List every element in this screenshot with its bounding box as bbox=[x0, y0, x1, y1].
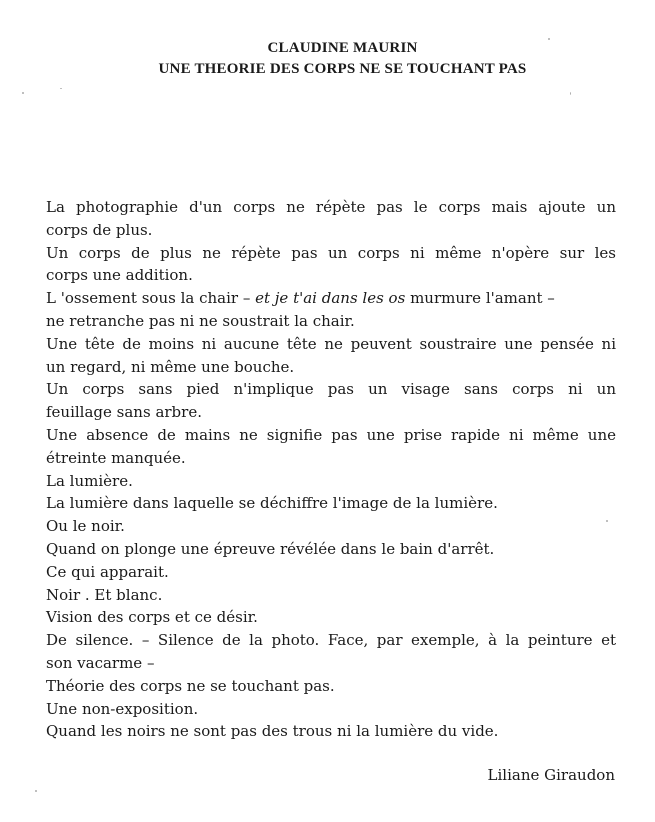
poem-line: corps de plus. bbox=[46, 220, 153, 239]
poem-line: Théorie des corps ne se touchant pas. bbox=[46, 676, 335, 695]
poem-line: Une non-exposition. bbox=[46, 699, 199, 718]
poem-line: Ou le noir. bbox=[46, 517, 125, 536]
poem-line: feuillage sans arbre. bbox=[46, 403, 202, 422]
poem-line: Vision des corps et ce désir. bbox=[46, 608, 258, 627]
poem-title: UNE THEORIE DES CORPS NE SE TOUCHANT PAS bbox=[158, 61, 527, 77]
poem-line: La photographie d'un corps ne répète pas le corps mais ajoute un bbox=[46, 198, 616, 216]
poem-line: Quand on plonge une épreuve révélée dans le bain d'arrêt. bbox=[46, 539, 495, 558]
poem-line: De silence. – Silence de la photo. Face, par exemple, à la peinture et bbox=[46, 631, 616, 650]
scan-speck bbox=[35, 790, 37, 792]
poem-line: étreinte manquée. bbox=[46, 448, 186, 467]
poem-line: Noir . Et blanc. bbox=[46, 585, 163, 604]
poem-line: son vacarme – bbox=[46, 653, 155, 672]
poem-line-part: murmure l'amant – bbox=[410, 289, 555, 308]
italic-quote: et je t'ai dans les os bbox=[255, 289, 406, 308]
poem-line: corps une addition. bbox=[46, 266, 193, 285]
scan-speck bbox=[22, 92, 24, 94]
poem-line: La lumière. bbox=[46, 471, 133, 490]
author-heading: CLAUDINE MAURIN bbox=[267, 40, 418, 56]
poem-line: Ce qui apparait. bbox=[46, 562, 169, 581]
poem-line: Un corps de plus ne répète pas un corps ni même n'opère sur les bbox=[46, 243, 616, 262]
poem-body bbox=[46, 196, 616, 743]
poem-line: La lumière dans laquelle se déchiffre l'image de la lumière. bbox=[46, 494, 498, 513]
poem-line-part: L 'ossement sous la chair – bbox=[46, 289, 251, 308]
poem-line: Un corps sans pied n'implique pas un visage sans corps ni un bbox=[46, 380, 616, 399]
scan-speck bbox=[60, 88, 62, 89]
poem-line: Quand les noirs ne sont pas des trous ni la lumière du vide. bbox=[46, 722, 499, 741]
scan-speck bbox=[570, 92, 571, 95]
signature: Liliane Giraudon bbox=[487, 766, 615, 784]
scan-speck bbox=[606, 520, 608, 522]
poem-line: Une tête de moins ni aucune tête ne peuvent soustraire une pensée ni bbox=[46, 334, 616, 353]
poem-line-with-quote bbox=[46, 287, 616, 310]
poem-line: Une absence de mains ne signifie pas une prise rapide ni même une bbox=[46, 425, 616, 444]
document-header bbox=[0, 38, 655, 80]
poem-line: un regard, ni même une bouche. bbox=[46, 357, 295, 376]
scan-speck bbox=[548, 38, 550, 40]
poem-line: ne retranche pas ni ne soustrait la chair. bbox=[46, 311, 355, 330]
